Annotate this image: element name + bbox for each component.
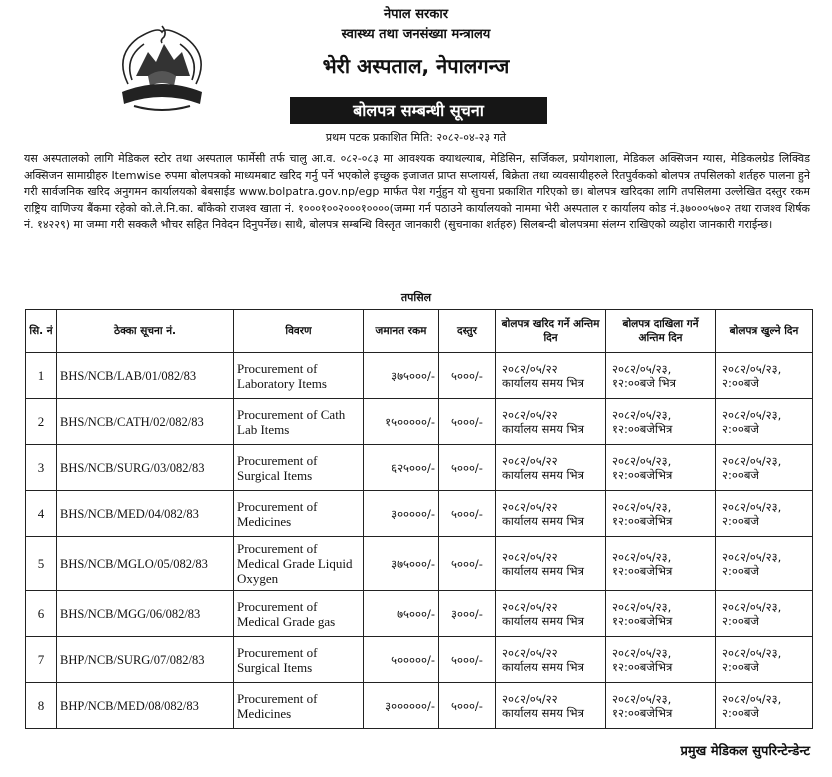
row-submit	[606, 399, 716, 445]
open-date: २०८२/०५/२३,	[722, 645, 782, 660]
table-row	[26, 491, 813, 537]
row-ref: BHS/NCB/LAB/01/082/83	[57, 353, 234, 399]
notice-body: यस अस्पतालको लागि मेडिकल स्टोर तथा अस्पताल फार्मेसी तर्फ चालु आ.व. ०८२-०८३ मा आवश्यक क्याथल्याब, मेडिसिन, सर्जिकल, प्रयोगशाला, मेडिकल अक्सिजन ग्यास, मेडिकलग्रेड लिक्विड अक्सिजन सामाग्रीहरु Itemwise रुपमा बोलपत्रको माध्यमबाट खरिद गर्नु पर्ने भएकोले इच्छुक इजाजत प्राप्त सप्लायर्स, बिक्रेता तथा व्यवसायीहरुले रितपुर्वकको बोलपत्र तपसिलको शर्तहरु पालना हुने गरी सार्वजनिक खरिद अनुगमन कार्यालयको बेबसाईड www.bolpatra.gov.np/egp मार्फत पेश गर्नुहुन यो सुचना प्रकाशित गरिएको छ। बोलपत्र खरिदका लागि तपसिलमा उल्लेखित दस्तुर रकम राष्ट्रिय वाणिज्य बैंकमा रहेको को.ले.नि.का. बाँकेको राजश्व खाता नं. १०००१००२०००१००००(जम्मा गर्न पठाउने कार्यालयको नाममा भेरी अस्पताल र कार्यालय कोड नं.३७०००५७०२ तथा राजश्व शिर्षक नं. १४२२९) मा जम्मा गरी सक्कलै भौचर सहित निवेदन दिनुपर्नेछ। साथै, बोलपत्र सम्बन्धि विस्तृत जानकारी (सुचनाका शर्तहरु) सिलबन्दी बोलपत्रमा संलग्न राखिएको व्यहोरा जानकारी गराईन्छ।	[24, 152, 810, 231]
open-date: २०८२/०५/२३,	[722, 499, 782, 514]
row-open	[716, 537, 813, 591]
publish-date: प्रथम पटक प्रकाशित मिति: २०८२-०४-२३ गते	[325, 131, 507, 144]
row-ref: BHP/NCB/MED/08/082/83	[57, 683, 234, 729]
row-security: ७५०००/-	[364, 591, 439, 637]
row-buy	[496, 399, 606, 445]
row-security: ६२५०००/-	[364, 445, 439, 491]
tender-table	[25, 309, 813, 729]
submit-note: १२:००बजेभित्र	[612, 705, 673, 720]
row-security: १५०००००/-	[364, 399, 439, 445]
table-row	[26, 591, 813, 637]
buy-note: कार्यालय समय भित्र	[502, 613, 584, 628]
col-header-desc: विवरण	[234, 310, 364, 353]
row-security: ३०००००/-	[364, 491, 439, 537]
row-buy	[496, 353, 606, 399]
row-fee: ३०००/-	[439, 591, 496, 637]
row-open	[716, 445, 813, 491]
row-open	[716, 591, 813, 637]
row-desc: Procurement of Laboratory Items	[234, 353, 364, 399]
table-row	[26, 353, 813, 399]
submit-date: २०८२/०५/२३,	[612, 361, 672, 376]
submit-date: २०८२/०५/२३,	[612, 691, 672, 706]
row-security: ३७५०००/-	[364, 537, 439, 591]
row-submit	[606, 491, 716, 537]
row-buy	[496, 445, 606, 491]
submit-note: १२:००बजे भित्र	[612, 375, 676, 390]
row-open	[716, 353, 813, 399]
row-fee: ५०००/-	[439, 637, 496, 683]
submit-date: २०८२/०५/२३,	[612, 499, 672, 514]
row-sn: 3	[26, 445, 57, 491]
buy-note: कार्यालय समय भित्र	[502, 421, 584, 436]
row-sn: 6	[26, 591, 57, 637]
row-submit	[606, 683, 716, 729]
buy-note: कार्यालय समय भित्र	[502, 659, 584, 674]
table-row	[26, 445, 813, 491]
submit-date: २०८२/०५/२३,	[612, 407, 672, 422]
buy-note: कार्यालय समय भित्र	[502, 563, 584, 578]
table-row	[26, 683, 813, 729]
open-date: २०८२/०५/२३,	[722, 407, 782, 422]
row-sn: 8	[26, 683, 57, 729]
buy-date: २०८२/०५/२२	[502, 645, 558, 660]
row-desc: Procurement of Medicines	[234, 683, 364, 729]
open-date: २०८२/०५/२३,	[722, 453, 782, 468]
buy-date: २०८२/०५/२२	[502, 453, 558, 468]
open-date: २०८२/०५/२३,	[722, 549, 782, 564]
buy-date: २०८२/०५/२२	[502, 549, 558, 564]
open-time: २:००बजे	[722, 375, 759, 390]
col-header-open-date: बोलपत्र खुल्ने दिन	[716, 310, 813, 353]
table-label: तपसिल	[400, 291, 432, 304]
row-open	[716, 637, 813, 683]
row-fee: ५०००/-	[439, 445, 496, 491]
row-open	[716, 491, 813, 537]
submit-note: १२:००बजेभित्र	[612, 613, 673, 628]
row-ref: BHS/NCB/SURG/03/082/83	[57, 445, 234, 491]
open-time: २:००बजे	[722, 513, 759, 528]
open-date: २०८२/०५/२३,	[722, 599, 782, 614]
table-row	[26, 637, 813, 683]
row-submit	[606, 353, 716, 399]
buy-date: २०८२/०५/२२	[502, 691, 558, 706]
submit-note: १२:००बजेभित्र	[612, 421, 673, 436]
row-fee: ५०००/-	[439, 353, 496, 399]
row-submit	[606, 591, 716, 637]
row-buy	[496, 537, 606, 591]
row-security: ३००००००/-	[364, 683, 439, 729]
row-sn: 7	[26, 637, 57, 683]
open-time: २:००बजे	[722, 705, 759, 720]
row-security: ५०००००/-	[364, 637, 439, 683]
table-row	[26, 399, 813, 445]
row-fee: ५०००/-	[439, 399, 496, 445]
row-submit	[606, 537, 716, 591]
buy-note: कार्यालय समय भित्र	[502, 375, 584, 390]
row-ref: BHS/NCB/MGG/06/082/83	[57, 591, 234, 637]
row-fee: ५०००/-	[439, 537, 496, 591]
row-ref: BHP/NCB/SURG/07/082/83	[57, 637, 234, 683]
submit-note: १२:००बजेभित्र	[612, 513, 673, 528]
row-sn: 1	[26, 353, 57, 399]
row-submit	[606, 637, 716, 683]
row-buy	[496, 491, 606, 537]
submit-date: २०८२/०५/२३,	[612, 549, 672, 564]
row-desc: Procurement of Surgical Items	[234, 445, 364, 491]
row-desc: Procurement of Cath Lab Items	[234, 399, 364, 445]
open-time: २:००बजे	[722, 467, 759, 482]
row-buy	[496, 591, 606, 637]
row-desc: Procurement of Medical Grade gas	[234, 591, 364, 637]
open-time: २:००बजे	[722, 421, 759, 436]
notice-title: बोलपत्र सम्बन्धी सूचना	[290, 97, 547, 124]
submit-date: २०८२/०५/२३,	[612, 599, 672, 614]
row-sn: 4	[26, 491, 57, 537]
buy-note: कार्यालय समय भित्र	[502, 513, 584, 528]
open-time: २:००बजे	[722, 613, 759, 628]
submit-note: १२:००बजेभित्र	[612, 563, 673, 578]
buy-date: २०८२/०५/२२	[502, 599, 558, 614]
buy-date: २०८२/०५/२२	[502, 407, 558, 422]
row-ref: BHS/NCB/MGLO/05/082/83	[57, 537, 234, 591]
buy-date: २०८२/०५/२२	[502, 499, 558, 514]
row-open	[716, 399, 813, 445]
table-row	[26, 537, 813, 591]
col-header-security: जमानत रकम	[364, 310, 439, 353]
table-header-row	[26, 310, 813, 353]
col-header-sn: सि. नं	[26, 310, 57, 353]
row-buy	[496, 637, 606, 683]
row-desc: Procurement of Medical Grade Liquid Oxygen	[234, 537, 364, 591]
submit-date: २०८२/०५/२३,	[612, 453, 672, 468]
signature: प्रमुख मेडिकल सुपरिन्टेन्डेन्ट	[680, 744, 810, 759]
row-ref: BHS/NCB/MED/04/082/83	[57, 491, 234, 537]
buy-note: कार्यालय समय भित्र	[502, 705, 584, 720]
row-sn: 2	[26, 399, 57, 445]
open-date: २०८२/०५/२३,	[722, 361, 782, 376]
row-submit	[606, 445, 716, 491]
col-header-buy-date: बोलपत्र खरिद गर्ने अन्तिम दिन	[496, 310, 606, 353]
col-header-fee: दस्तुर	[439, 310, 496, 353]
row-open	[716, 683, 813, 729]
col-header-submit-date: बोलपत्र दाखिला गर्ने अन्तिम दिन	[606, 310, 716, 353]
row-fee: ५०००/-	[439, 683, 496, 729]
row-sn: 5	[26, 537, 57, 591]
row-ref: BHS/NCB/CATH/02/082/83	[57, 399, 234, 445]
open-time: २:००बजे	[722, 659, 759, 674]
row-fee: ५०००/-	[439, 491, 496, 537]
submit-note: १२:००बजेभित्र	[612, 467, 673, 482]
hospital-name: भेरी अस्पताल, नेपालगन्ज	[322, 54, 510, 78]
open-date: २०८२/०५/२३,	[722, 691, 782, 706]
submit-note: १२:००बजेभित्र	[612, 659, 673, 674]
ministry-name: स्वास्थ्य तथा जनसंख्या मन्त्रालय	[341, 27, 491, 42]
submit-date: २०८२/०५/२३,	[612, 645, 672, 660]
col-header-ref: ठेक्का सूचना नं.	[57, 310, 234, 353]
buy-date: २०८२/०५/२२	[502, 361, 558, 376]
row-desc: Procurement of Medicines	[234, 491, 364, 537]
row-buy	[496, 683, 606, 729]
row-desc: Procurement of Surgical Items	[234, 637, 364, 683]
government-name: नेपाल सरकार	[383, 7, 449, 22]
open-time: २:००बजे	[722, 563, 759, 578]
row-security: ३७५०००/-	[364, 353, 439, 399]
buy-note: कार्यालय समय भित्र	[502, 467, 584, 482]
